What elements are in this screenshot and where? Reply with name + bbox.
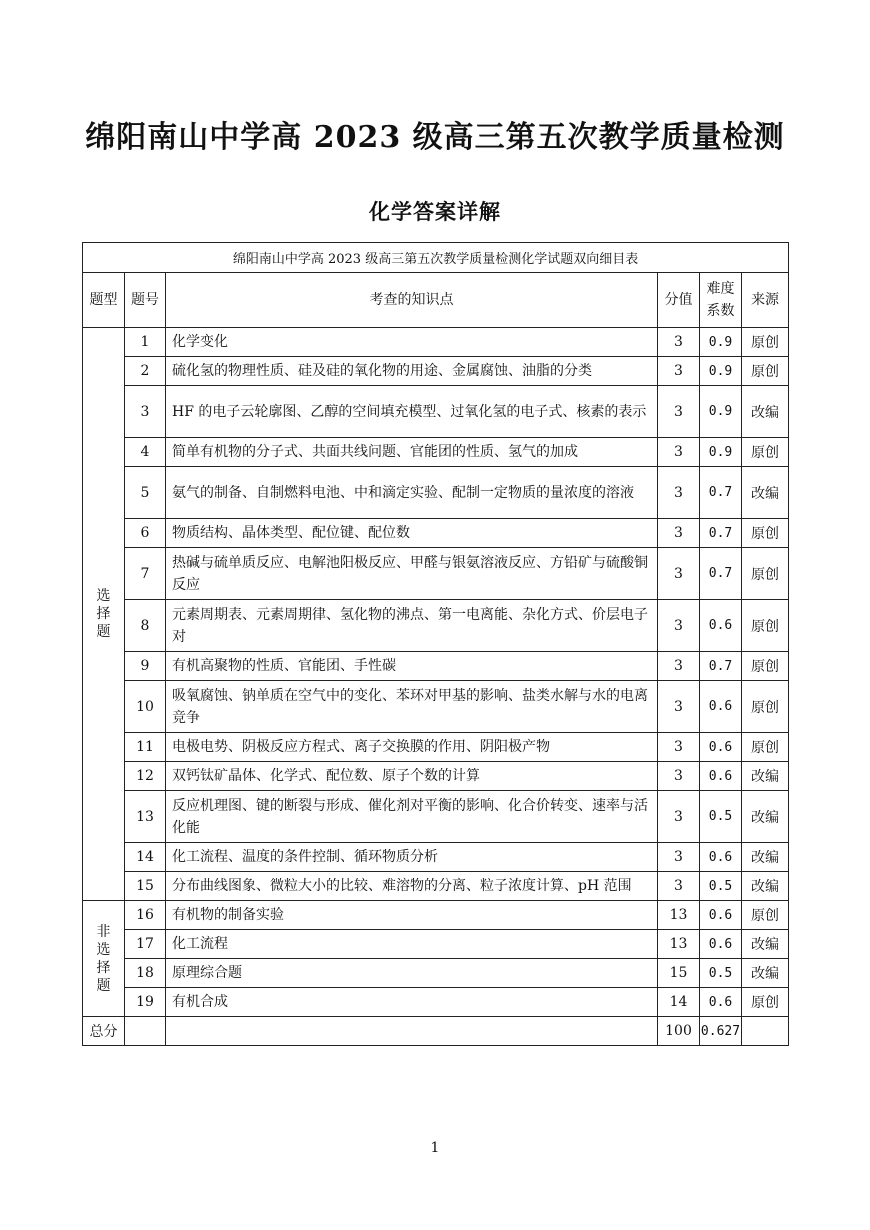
table-row <box>83 600 789 652</box>
source-cell: 原创 <box>742 988 789 1017</box>
document-subtitle: 化学答案详解 <box>369 199 501 224</box>
table-row <box>83 733 789 762</box>
table-row <box>83 930 789 959</box>
source-cell: 原创 <box>742 519 789 548</box>
table-caption: 绵阳南山中学高 2023 级高三第五次教学质量检测化学试题双向细目表 <box>83 243 789 273</box>
table-row <box>83 791 789 843</box>
score-cell: 3 <box>658 762 700 791</box>
difficulty-cell: 0.6 <box>700 901 742 930</box>
table-row <box>83 762 789 791</box>
table-caption-row <box>83 243 789 273</box>
difficulty-cell: 0.6 <box>700 681 742 733</box>
score-cell: 3 <box>658 872 700 901</box>
score-cell: 3 <box>658 681 700 733</box>
difficulty-cell: 0.6 <box>700 600 742 652</box>
question-number-cell: 15 <box>125 872 166 901</box>
header-source: 来源 <box>742 273 789 328</box>
source-cell: 原创 <box>742 548 789 600</box>
page-number: 1 <box>430 1140 440 1156</box>
source-cell: 原创 <box>742 357 789 386</box>
difficulty-cell: 0.6 <box>700 733 742 762</box>
knowledge-point-cell: 物质结构、晶体类型、配位键、配位数 <box>166 519 658 548</box>
source-cell: 原创 <box>742 328 789 357</box>
table-row <box>83 652 789 681</box>
knowledge-point-cell: 有机合成 <box>166 988 658 1017</box>
spec-table <box>82 242 789 1046</box>
table-row <box>83 959 789 988</box>
score-cell: 3 <box>658 791 700 843</box>
table-header-row <box>83 273 789 328</box>
table-row <box>83 843 789 872</box>
knowledge-point-cell: 反应机理图、键的断裂与形成、催化剂对平衡的影响、化合价转变、速率与活化能 <box>166 791 658 843</box>
knowledge-point-cell: 有机物的制备实验 <box>166 901 658 930</box>
source-cell: 改编 <box>742 959 789 988</box>
knowledge-point-cell: 热碱与硫单质反应、电解池阳极反应、甲醛与银氨溶液反应、方铅矿与硫酸铜反应 <box>166 548 658 600</box>
table-row <box>83 901 789 930</box>
score-cell: 3 <box>658 328 700 357</box>
difficulty-cell: 0.6 <box>700 988 742 1017</box>
source-cell: 改编 <box>742 467 789 519</box>
source-cell: 改编 <box>742 386 789 438</box>
question-number-cell: 12 <box>125 762 166 791</box>
question-number-cell: 3 <box>125 386 166 438</box>
difficulty-cell: 0.5 <box>700 959 742 988</box>
knowledge-point-cell: 简单有机物的分子式、共面共线问题、官能团的性质、氢气的加成 <box>166 438 658 467</box>
knowledge-point-cell: 分布曲线图象、微粒大小的比较、难溶物的分离、粒子浓度计算、pH 范围 <box>166 872 658 901</box>
knowledge-point-cell: 吸氧腐蚀、钠单质在空气中的变化、苯环对甲基的影响、盐类水解与水的电离竞争 <box>166 681 658 733</box>
source-cell: 原创 <box>742 901 789 930</box>
question-number-cell: 4 <box>125 438 166 467</box>
knowledge-point-cell: HF 的电子云轮廓图、乙醇的空间填充模型、过氧化氢的电子式、核素的表示 <box>166 386 658 438</box>
score-cell: 3 <box>658 438 700 467</box>
source-cell: 改编 <box>742 762 789 791</box>
table-row <box>83 357 789 386</box>
spec-table-body <box>83 243 789 1046</box>
score-cell: 3 <box>658 548 700 600</box>
question-type-label: 选择题 <box>96 588 111 640</box>
header-difficulty <box>700 273 742 328</box>
total-score-cell: 100 <box>658 1017 700 1046</box>
question-type-cell <box>83 901 125 1017</box>
score-cell: 3 <box>658 519 700 548</box>
question-number-cell: 19 <box>125 988 166 1017</box>
score-cell: 3 <box>658 386 700 438</box>
knowledge-point-cell: 氨气的制备、自制燃料电池、中和滴定实验、配制一定物质的量浓度的溶液 <box>166 467 658 519</box>
total-difficulty-cell: 0.627 <box>700 1017 742 1046</box>
question-number-cell: 14 <box>125 843 166 872</box>
knowledge-point-cell: 化学变化 <box>166 328 658 357</box>
question-number-cell: 11 <box>125 733 166 762</box>
table-row <box>83 438 789 467</box>
table-row <box>83 681 789 733</box>
question-number-cell: 16 <box>125 901 166 930</box>
question-number-cell: 2 <box>125 357 166 386</box>
score-cell: 14 <box>658 988 700 1017</box>
source-cell: 原创 <box>742 652 789 681</box>
knowledge-point-cell: 硫化氢的物理性质、硅及硅的氧化物的用途、金属腐蚀、油脂的分类 <box>166 357 658 386</box>
knowledge-point-cell: 双钙钛矿晶体、化学式、配位数、原子个数的计算 <box>166 762 658 791</box>
question-number-cell: 9 <box>125 652 166 681</box>
source-cell: 原创 <box>742 438 789 467</box>
difficulty-cell: 0.7 <box>700 652 742 681</box>
table-row <box>83 467 789 519</box>
source-cell: 改编 <box>742 872 789 901</box>
total-empty-source-cell <box>742 1017 789 1046</box>
difficulty-cell: 0.6 <box>700 843 742 872</box>
table-row <box>83 519 789 548</box>
source-cell: 改编 <box>742 930 789 959</box>
difficulty-cell: 0.5 <box>700 791 742 843</box>
score-cell: 3 <box>658 357 700 386</box>
total-label-cell: 总分 <box>83 1017 125 1046</box>
question-number-cell: 17 <box>125 930 166 959</box>
question-number-cell: 10 <box>125 681 166 733</box>
difficulty-cell: 0.6 <box>700 930 742 959</box>
score-cell: 13 <box>658 930 700 959</box>
question-number-cell: 6 <box>125 519 166 548</box>
header-type: 题型 <box>83 273 125 328</box>
knowledge-point-cell: 原理综合题 <box>166 959 658 988</box>
difficulty-cell: 0.9 <box>700 438 742 467</box>
knowledge-point-cell: 化工流程、温度的条件控制、循环物质分析 <box>166 843 658 872</box>
question-number-cell: 13 <box>125 791 166 843</box>
header-knowledge: 考查的知识点 <box>166 273 658 328</box>
question-number-cell: 1 <box>125 328 166 357</box>
question-number-cell: 7 <box>125 548 166 600</box>
difficulty-cell: 0.6 <box>700 762 742 791</box>
table-row <box>83 386 789 438</box>
question-type-label: 非选择题 <box>96 923 111 994</box>
header-score: 分值 <box>658 273 700 328</box>
score-cell: 13 <box>658 901 700 930</box>
score-cell: 3 <box>658 467 700 519</box>
table-row <box>83 988 789 1017</box>
question-type-cell <box>83 328 125 901</box>
difficulty-cell: 0.7 <box>700 519 742 548</box>
knowledge-point-cell: 电极电势、阴极反应方程式、离子交换膜的作用、阴阳极产物 <box>166 733 658 762</box>
total-row <box>83 1017 789 1046</box>
score-cell: 3 <box>658 600 700 652</box>
total-empty-knowledge-cell <box>166 1017 658 1046</box>
difficulty-cell: 0.7 <box>700 548 742 600</box>
knowledge-point-cell: 化工流程 <box>166 930 658 959</box>
difficulty-cell: 0.7 <box>700 467 742 519</box>
score-cell: 3 <box>658 843 700 872</box>
question-number-cell: 8 <box>125 600 166 652</box>
document-title: 绵阳南山中学高 2023 级高三第五次教学质量检测 <box>85 120 785 155</box>
table-row <box>83 872 789 901</box>
source-cell: 改编 <box>742 791 789 843</box>
difficulty-cell: 0.9 <box>700 357 742 386</box>
total-empty-num-cell <box>125 1017 166 1046</box>
difficulty-cell: 0.5 <box>700 872 742 901</box>
difficulty-cell: 0.9 <box>700 328 742 357</box>
source-cell: 改编 <box>742 843 789 872</box>
score-cell: 3 <box>658 733 700 762</box>
knowledge-point-cell: 元素周期表、元素周期律、氢化物的沸点、第一电离能、杂化方式、价层电子对 <box>166 600 658 652</box>
question-number-cell: 5 <box>125 467 166 519</box>
knowledge-point-cell: 有机高聚物的性质、官能团、手性碳 <box>166 652 658 681</box>
source-cell: 原创 <box>742 733 789 762</box>
source-cell: 原创 <box>742 681 789 733</box>
question-number-cell: 18 <box>125 959 166 988</box>
header-num: 题号 <box>125 273 166 328</box>
difficulty-cell: 0.9 <box>700 386 742 438</box>
source-cell: 原创 <box>742 600 789 652</box>
score-cell: 15 <box>658 959 700 988</box>
table-row <box>83 548 789 600</box>
table-row <box>83 328 789 357</box>
header-difficulty-label: 难度系数 <box>706 281 735 319</box>
score-cell: 3 <box>658 652 700 681</box>
